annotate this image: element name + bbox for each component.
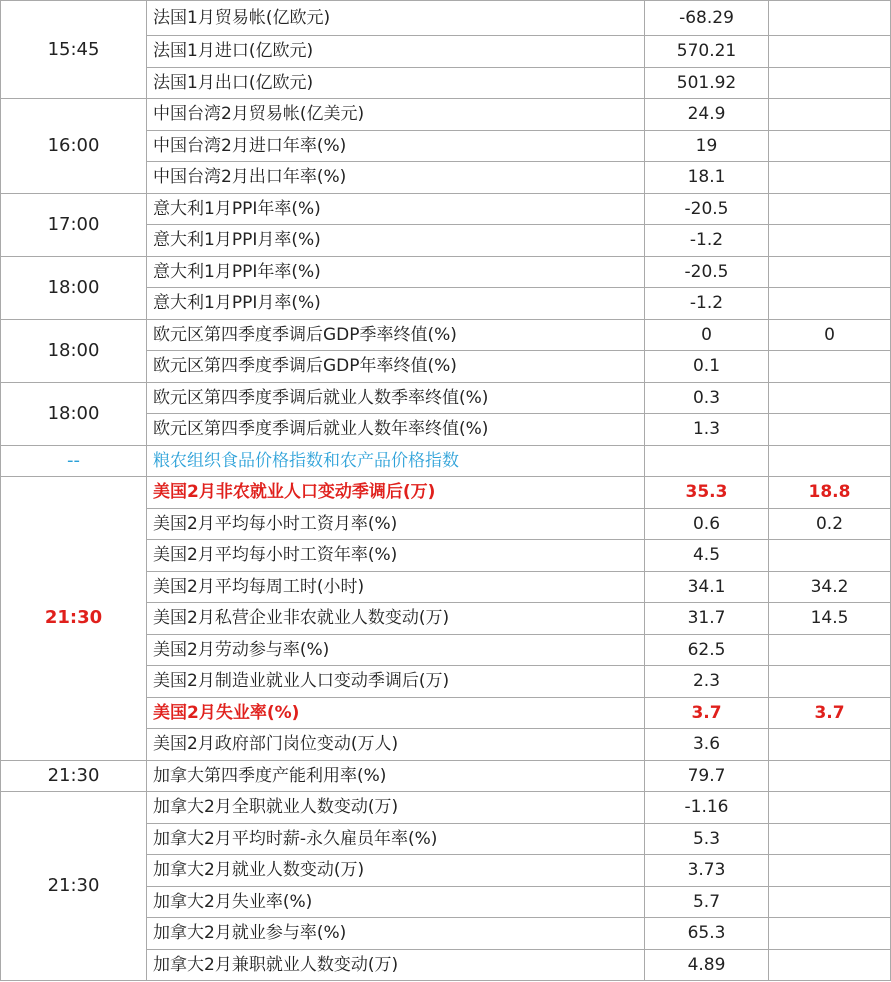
previous-value: 4.89 — [645, 949, 769, 981]
table-row — [1, 99, 891, 131]
event-name: 中国台湾2月出口年率(%) — [147, 162, 645, 194]
event-name: 意大利1月PPI月率(%) — [147, 225, 645, 257]
forecast-value — [769, 382, 891, 414]
event-time: 21:30 — [1, 792, 147, 981]
previous-value: -20.5 — [645, 193, 769, 225]
previous-value: 3.7 — [645, 697, 769, 729]
event-name: 中国台湾2月进口年率(%) — [147, 130, 645, 162]
previous-value: 1.3 — [645, 414, 769, 446]
previous-value: -1.2 — [645, 225, 769, 257]
event-name: 加拿大2月就业参与率(%) — [147, 918, 645, 950]
previous-value: 34.1 — [645, 571, 769, 603]
forecast-value: 0.2 — [769, 508, 891, 540]
forecast-value — [769, 193, 891, 225]
table-row — [1, 193, 891, 225]
event-name: 欧元区第四季度季调后就业人数年率终值(%) — [147, 414, 645, 446]
previous-value: 0.3 — [645, 382, 769, 414]
previous-value: -68.29 — [645, 1, 769, 36]
forecast-value — [769, 1, 891, 36]
forecast-value — [769, 256, 891, 288]
event-time: 17:00 — [1, 193, 147, 256]
event-name: 美国2月制造业就业人口变动季调后(万) — [147, 666, 645, 698]
forecast-value — [769, 634, 891, 666]
forecast-value — [769, 918, 891, 950]
event-name: 美国2月非农就业人口变动季调后(万) — [147, 477, 645, 509]
calendar-body — [1, 1, 891, 981]
event-name: 美国2月失业率(%) — [147, 697, 645, 729]
previous-value: 5.7 — [645, 886, 769, 918]
event-name: 意大利1月PPI年率(%) — [147, 193, 645, 225]
forecast-value — [769, 949, 891, 981]
event-name: 意大利1月PPI月率(%) — [147, 288, 645, 320]
event-name: 欧元区第四季度季调后GDP季率终值(%) — [147, 319, 645, 351]
forecast-value — [769, 855, 891, 887]
event-name: 法国1月贸易帐(亿欧元) — [147, 1, 645, 36]
event-name: 美国2月平均每小时工资月率(%) — [147, 508, 645, 540]
event-name: 欧元区第四季度季调后GDP年率终值(%) — [147, 351, 645, 383]
forecast-value — [769, 792, 891, 824]
event-time: 18:00 — [1, 319, 147, 382]
forecast-value — [769, 540, 891, 572]
event-name: 美国2月私营企业非农就业人数变动(万) — [147, 603, 645, 635]
previous-value: -20.5 — [645, 256, 769, 288]
forecast-value — [769, 351, 891, 383]
forecast-value — [769, 162, 891, 194]
event-name: 加拿大2月失业率(%) — [147, 886, 645, 918]
event-name: 加拿大2月就业人数变动(万) — [147, 855, 645, 887]
forecast-value — [769, 130, 891, 162]
forecast-value — [769, 414, 891, 446]
forecast-value — [769, 886, 891, 918]
previous-value: 570.21 — [645, 36, 769, 68]
event-time: -- — [1, 445, 147, 477]
previous-value: 62.5 — [645, 634, 769, 666]
previous-value: 35.3 — [645, 477, 769, 509]
previous-value: 19 — [645, 130, 769, 162]
table-row — [1, 256, 891, 288]
forecast-value: 18.8 — [769, 477, 891, 509]
previous-value: 3.73 — [645, 855, 769, 887]
previous-value — [645, 445, 769, 477]
forecast-value: 0 — [769, 319, 891, 351]
table-row — [1, 792, 891, 824]
event-name: 欧元区第四季度季调后就业人数季率终值(%) — [147, 382, 645, 414]
table-row — [1, 382, 891, 414]
forecast-value — [769, 760, 891, 792]
event-time: 21:30 — [1, 760, 147, 792]
event-time: 21:30 — [1, 477, 147, 761]
event-name: 加拿大2月平均时薪-永久雇员年率(%) — [147, 823, 645, 855]
table-row — [1, 477, 891, 509]
forecast-value — [769, 666, 891, 698]
previous-value: 0.1 — [645, 351, 769, 383]
table-row — [1, 760, 891, 792]
table-row — [1, 1, 891, 36]
forecast-value — [769, 445, 891, 477]
previous-value: -1.2 — [645, 288, 769, 320]
previous-value: -1.16 — [645, 792, 769, 824]
event-name: 中国台湾2月贸易帐(亿美元) — [147, 99, 645, 131]
forecast-value — [769, 729, 891, 761]
event-time: 18:00 — [1, 256, 147, 319]
previous-value: 24.9 — [645, 99, 769, 131]
table-row — [1, 445, 891, 477]
event-name: 法国1月进口(亿欧元) — [147, 36, 645, 68]
forecast-value — [769, 99, 891, 131]
event-name: 美国2月政府部门岗位变动(万人) — [147, 729, 645, 761]
forecast-value: 14.5 — [769, 603, 891, 635]
previous-value: 501.92 — [645, 67, 769, 99]
previous-value: 0 — [645, 319, 769, 351]
forecast-value: 34.2 — [769, 571, 891, 603]
previous-value: 18.1 — [645, 162, 769, 194]
event-name: 美国2月劳动参与率(%) — [147, 634, 645, 666]
event-name: 美国2月平均每小时工资年率(%) — [147, 540, 645, 572]
event-name: 法国1月出口(亿欧元) — [147, 67, 645, 99]
event-name: 意大利1月PPI年率(%) — [147, 256, 645, 288]
forecast-value — [769, 36, 891, 68]
previous-value: 2.3 — [645, 666, 769, 698]
event-time: 15:45 — [1, 1, 147, 99]
event-time: 16:00 — [1, 99, 147, 194]
forecast-value: 3.7 — [769, 697, 891, 729]
event-name: 粮农组织食品价格指数和农产品价格指数 — [147, 445, 645, 477]
previous-value: 5.3 — [645, 823, 769, 855]
previous-value: 31.7 — [645, 603, 769, 635]
previous-value: 3.6 — [645, 729, 769, 761]
previous-value: 4.5 — [645, 540, 769, 572]
event-name: 加拿大第四季度产能利用率(%) — [147, 760, 645, 792]
forecast-value — [769, 288, 891, 320]
event-time: 18:00 — [1, 382, 147, 445]
forecast-value — [769, 225, 891, 257]
event-name: 加拿大2月兼职就业人数变动(万) — [147, 949, 645, 981]
table-row — [1, 319, 891, 351]
previous-value: 65.3 — [645, 918, 769, 950]
event-name: 加拿大2月全职就业人数变动(万) — [147, 792, 645, 824]
previous-value: 79.7 — [645, 760, 769, 792]
forecast-value — [769, 67, 891, 99]
previous-value: 0.6 — [645, 508, 769, 540]
event-name: 美国2月平均每周工时(小时) — [147, 571, 645, 603]
forecast-value — [769, 823, 891, 855]
